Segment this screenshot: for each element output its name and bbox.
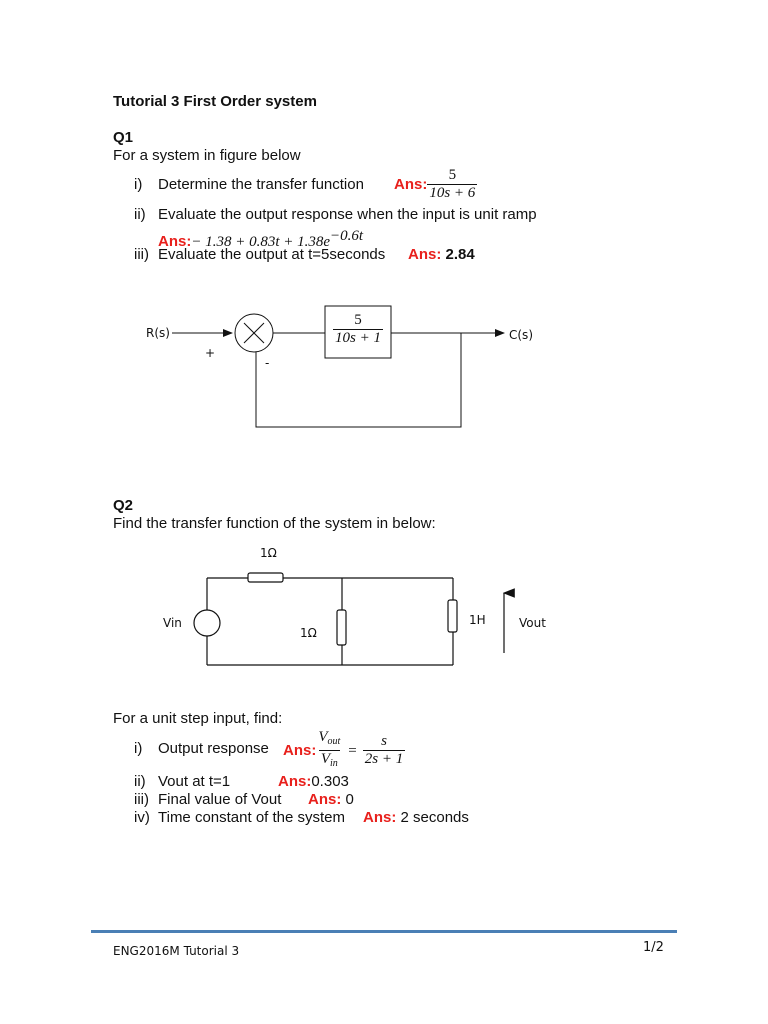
q1-heading: Q1 (113, 129, 134, 146)
q2-item-text: Vout at t=1 (158, 773, 231, 790)
plus-sign: + (205, 346, 216, 360)
q2-answer-3 (308, 791, 354, 809)
q1-item-num: ii) (134, 206, 146, 223)
ans-label: Ans: (283, 741, 317, 759)
equals-sign: = (348, 742, 357, 759)
page-title: Tutorial 3 First Order system (113, 93, 317, 110)
rhs-denominator: 2s + 1 (364, 751, 404, 767)
q1-item-text: Evaluate the output response when the input is unit ramp (158, 206, 537, 223)
source-label: Vin (163, 616, 182, 630)
vout-label: Vout (519, 616, 546, 630)
ans-label: Ans: (408, 246, 442, 263)
minus-sign: - (265, 356, 270, 370)
ans-value: 0.303 (311, 773, 349, 790)
ans-label: Ans: (278, 773, 312, 790)
q2-answer-4 (363, 809, 469, 827)
q2-intro: Find the transfer function of the system in below: (113, 515, 436, 532)
ans-rhs-fraction (363, 733, 405, 768)
ans-value: 2 seconds (400, 809, 469, 826)
inductor-label: 1H (469, 613, 486, 627)
ans-exponent: −0.6t (330, 228, 364, 244)
lhs-denominator: V (320, 751, 331, 767)
shunt-resistor-label: 1Ω (300, 626, 317, 640)
block-denominator: 10s + 1 (335, 330, 381, 346)
q1-item-text: Evaluate the output at t=5seconds (158, 246, 386, 263)
q2-answer-1 (283, 729, 405, 772)
lhs-numerator-sub: out (327, 736, 341, 747)
input-label: R(s) (146, 326, 170, 340)
ans-label: Ans: (308, 791, 342, 808)
q1-item-num: iii) (134, 246, 149, 263)
block-numerator: 5 (354, 312, 362, 328)
footer-course: ENG2016M Tutorial 3 (113, 944, 240, 958)
inductor (448, 600, 457, 632)
q2-item-num: iii) (134, 791, 149, 808)
footer-page-number: 1/2 (643, 940, 664, 955)
frac-denominator: 10s + 6 (429, 185, 476, 201)
series-resistor-label: 1Ω (260, 546, 277, 560)
q2-item-text: Final value of Vout (158, 791, 282, 808)
q2-heading: Q2 (113, 497, 134, 514)
output-label: C(s) (509, 328, 533, 342)
q1-item-text: Determine the transfer function (158, 176, 364, 193)
ans-value: 0 (345, 791, 354, 808)
q2-item-num: iv) (134, 809, 150, 826)
ans-lhs-fraction (316, 729, 342, 772)
frac-numerator: 5 (448, 167, 457, 183)
series-resistor (248, 573, 283, 582)
q1-intro: For a system in figure below (113, 147, 301, 164)
shunt-resistor (337, 610, 346, 645)
ans-value: 2.84 (445, 246, 475, 263)
ans-label: Ans: (363, 809, 397, 826)
lhs-numerator: V (318, 729, 328, 745)
footer-divider (91, 930, 677, 933)
q2-answer-2 (278, 773, 349, 791)
q2-item-num: ii) (134, 773, 146, 790)
q1-item-num: i) (134, 176, 143, 193)
ans-label: Ans: (394, 175, 428, 193)
voltage-source (194, 610, 220, 636)
ans-label: Ans: (158, 233, 192, 250)
q2-item-text: Output response (158, 740, 269, 757)
q2-item-text: Time constant of the system (158, 809, 346, 826)
ans-expression: − 1.38 + 0.83t + 1.38e (191, 234, 331, 250)
lhs-denominator-sub: in (330, 758, 338, 769)
q2-item-num: i) (134, 740, 143, 757)
q2-step-intro: For a unit step input, find: (113, 710, 283, 727)
rhs-numerator: s (381, 733, 387, 749)
